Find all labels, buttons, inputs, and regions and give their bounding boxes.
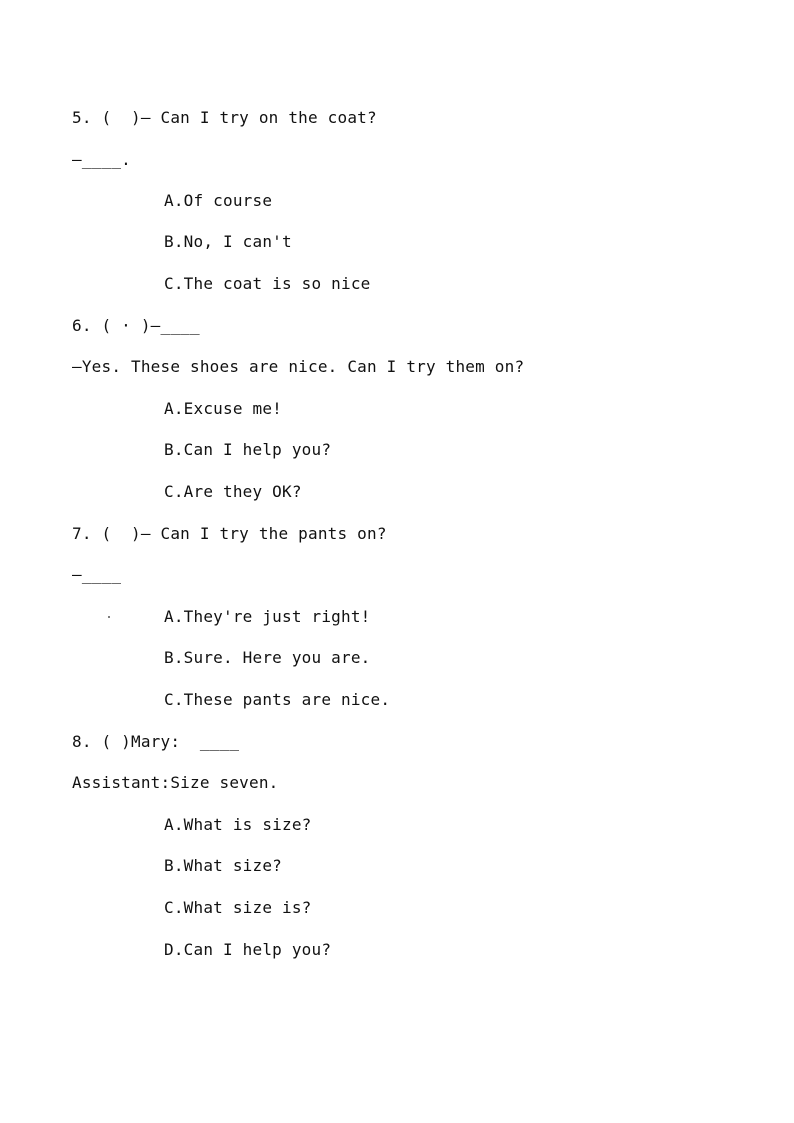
question-5-option-c: C.The coat is so nice (164, 274, 371, 293)
question-7-answer-line: —____ (72, 565, 122, 584)
question-6-option-a: A.Excuse me! (164, 399, 282, 418)
question-5-option-a: A.Of course (164, 191, 273, 210)
question-8-option-d: D.Can I help you? (164, 940, 332, 959)
question-6-stem: 6. ( · )—____ (72, 316, 200, 335)
question-5-answer-line: —____. (72, 150, 131, 169)
question-8-option-c: C.What size is? (164, 898, 312, 917)
question-7-option-c: C.These pants are nice. (164, 690, 391, 709)
question-6-answer-line: —Yes. These shoes are nice. Can I try them on? (72, 357, 525, 376)
question-7-option-b: B.Sure. Here you are. (164, 648, 371, 667)
question-7-option-a: A.They're just right! (164, 607, 371, 626)
question-7-stem: 7. ( )— Can I try the pants on? (72, 524, 387, 543)
stray-dot-mark (108, 616, 110, 618)
question-8-answer-line: Assistant:Size seven. (72, 773, 279, 792)
question-5-option-b: B.No, I can't (164, 232, 292, 251)
question-6-option-b: B.Can I help you? (164, 440, 332, 459)
question-8-option-b: B.What size? (164, 856, 282, 875)
question-5-stem: 5. ( )— Can I try on the coat? (72, 108, 377, 127)
question-8-stem: 8. ( )Mary: ____ (72, 732, 240, 751)
question-6-option-c: C.Are they OK? (164, 482, 302, 501)
question-8-option-a: A.What is size? (164, 815, 312, 834)
